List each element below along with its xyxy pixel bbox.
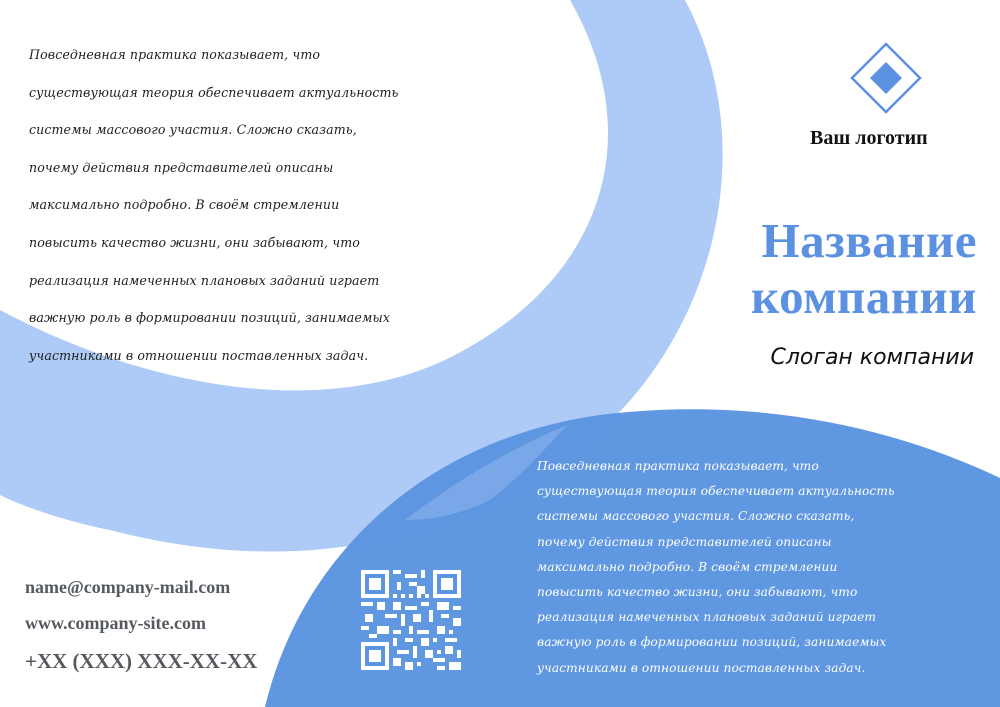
- logo-text: Ваш логотип: [810, 127, 928, 149]
- company-name-line1: Название: [761, 213, 977, 268]
- contact-phone[interactable]: +XX (XXX) XXX-XX-XX: [25, 649, 258, 673]
- company-slogan: Слоган компании: [770, 345, 974, 370]
- company-name-line2: компании: [751, 269, 977, 324]
- left-paragraph: Повседневная практика показывает, что существующая теория обеспечивает актуальность системы массового участия. Сложно сказать, почему действия представителей описаны максимально подробно. В своём стремлении повысить качество жизни, они забывают, что реализация намеченных плановых заданий играет важную роль в формировании позиций, занимаемых участниками в отношении поставленных задач.: [29, 47, 399, 363]
- qr-code-icon[interactable]: [360, 570, 462, 670]
- contact-website[interactable]: www.company-site.com: [25, 613, 206, 633]
- right-paragraph: Повседневная практика показывает, что существующая теория обеспечивает актуальность системы массового участия. Сложно сказать, почему действия представителей описаны максимально подробно. В своём стремлении повысить качество жизни, они забывают, что реализация намеченных плановых заданий играет важную роль в формировании позиций, занимаемых участниками в отношении поставленных задач.: [537, 459, 895, 675]
- diamond-logo-icon: [850, 42, 922, 114]
- company-name: [751, 213, 977, 325]
- contact-email[interactable]: name@company-mail.com: [25, 577, 231, 597]
